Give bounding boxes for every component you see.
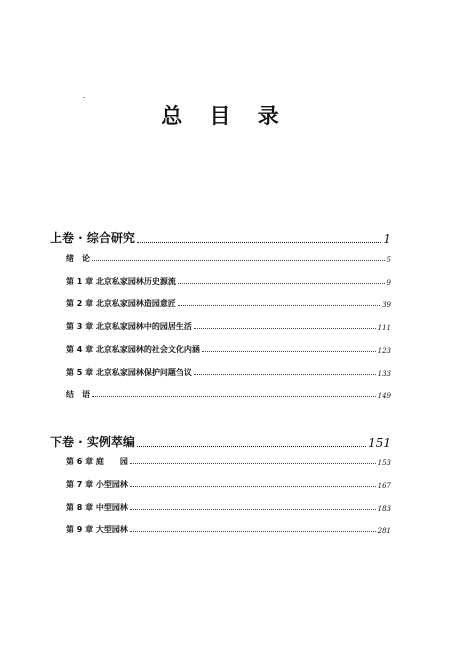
- page-number: 9: [386, 279, 391, 287]
- toc-entry[interactable]: [66, 389, 391, 400]
- leader-dots: [130, 485, 376, 487]
- toc-entry[interactable]: [66, 253, 391, 264]
- page-number: 183: [377, 505, 391, 513]
- leader-dots: [178, 304, 380, 306]
- scan-speck: [83, 97, 85, 98]
- toc-entry[interactable]: [66, 479, 391, 490]
- leader-dots: [92, 259, 385, 261]
- leader-dots: [178, 282, 385, 284]
- entry-label: 结 语: [66, 390, 90, 399]
- toc-entry[interactable]: [66, 502, 391, 513]
- page-number: 133: [377, 370, 391, 378]
- page-number: 149: [377, 392, 391, 400]
- entry-label: 第 6 章 庭 园: [66, 457, 128, 466]
- page-number: 153: [377, 459, 391, 467]
- entry-label: 第 3 章 北京私家园林中的园居生活: [66, 322, 192, 331]
- leader-dots: [130, 530, 376, 532]
- leader-dots: [202, 350, 376, 352]
- entry-label: 第 9 章 大型园林: [66, 525, 128, 534]
- entry-label: 第 8 章 中型园林: [66, 503, 128, 512]
- leader-dots: [92, 395, 376, 397]
- page-number: 167: [377, 482, 391, 490]
- toc-part-2[interactable]: [50, 433, 391, 450]
- page-number: 123: [377, 347, 391, 355]
- leader-dots: [130, 462, 376, 464]
- page-number: 151: [368, 436, 391, 450]
- entry-label: 绪 论: [66, 254, 90, 263]
- entry-label: 第 4 章 北京私家园林的社会文化内涵: [66, 345, 200, 354]
- toc-entry[interactable]: [66, 298, 391, 309]
- page-number: 111: [377, 324, 391, 332]
- entry-label: 第 5 章 北京私家园林保护问题刍议: [66, 368, 192, 377]
- entry-label: 第 7 章 小型园林: [66, 480, 128, 489]
- leader-dots: [194, 327, 376, 329]
- leader-dots: [137, 445, 366, 447]
- entry-label: 第 2 章 北京私家园林造园意匠: [66, 299, 176, 308]
- toc-entry[interactable]: [66, 456, 391, 467]
- page-number: 1: [383, 232, 391, 246]
- page-number: 5: [386, 256, 391, 264]
- entry-label: 第 1 章 北京私家园林历史源流: [66, 277, 176, 286]
- leader-dots: [130, 508, 376, 510]
- page-number: 39: [382, 301, 391, 309]
- part-label: 下卷 · 实例萃编: [50, 435, 135, 449]
- toc-part-1[interactable]: [50, 229, 391, 246]
- toc-entry[interactable]: [66, 276, 391, 287]
- toc-entry[interactable]: [66, 524, 391, 535]
- toc-entry[interactable]: [66, 321, 391, 332]
- toc-entry[interactable]: [66, 367, 391, 378]
- page-number: 281: [377, 527, 391, 535]
- part-label: 上卷 · 综合研究: [50, 231, 135, 245]
- leader-dots: [194, 373, 376, 375]
- toc-entry[interactable]: [66, 344, 391, 355]
- page-title: 总 目 录: [161, 104, 289, 128]
- leader-dots: [137, 241, 381, 243]
